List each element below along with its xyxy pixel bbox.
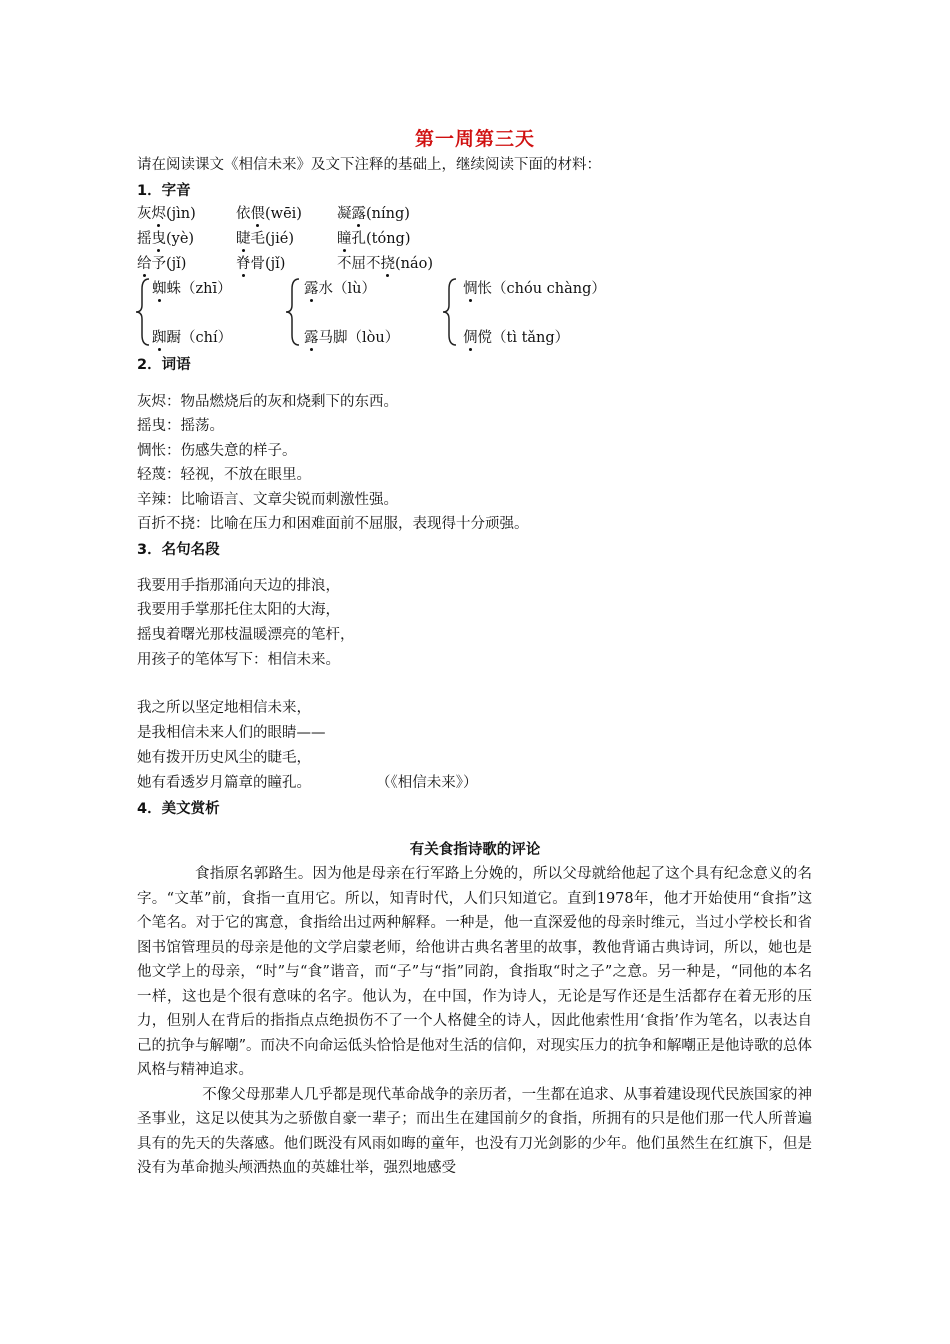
page-title: 第一周第三天: [414, 128, 535, 150]
article-title: 有关食指诗歌的评论: [409, 842, 541, 858]
pron-item: 依偎(wēi): [236, 206, 302, 222]
vocab-item: 惆怅：伤感失意的样子。: [137, 443, 297, 459]
pron-item: 摇曳(yè): [137, 231, 195, 247]
poem-line: 她有拨开历史风尘的睫毛，: [137, 750, 311, 766]
section-heading-quotes: 3．名句名段: [137, 542, 220, 558]
article-paragraph: 不像父母那辈人几乎都是现代革命战争的亲历者，一生都在追求、从事着建设现代民族国家的神圣事业，这足以使其为之骄傲自豪一辈子；而出生在建国前夕的食指，所拥有的只是他们那一代人所普遍具有的先天的失落感。他们既没有风雨如晦的童年，也没有刀光剑影的少年。他们虽然生在红旗下，但是没有为革命抛头颅洒热血的英雄壮举，强烈地感受: [137, 1086, 812, 1176]
pron-item: 给予(jǐ): [137, 256, 187, 272]
intro-text: 请在阅读课文《相信未来》及文下注释的基础上，继续阅读下面的材料：: [137, 157, 601, 173]
poem-line: 我要用手指那涌向天边的排浪，: [137, 578, 340, 594]
pron-item: 脊骨(jǐ): [236, 256, 286, 272]
polyphone-bottom: 倜傥（tì tǎng）: [463, 330, 570, 346]
poem-line: 我要用手掌那托住太阳的大海，: [137, 602, 340, 618]
brace-icon: [284, 277, 302, 347]
poem-line: 摇曳着曙光那枝温暖漂亮的笔杆，: [137, 627, 355, 643]
poem-line: 用孩子的笔体写下：相信未来。: [137, 652, 340, 668]
article-paragraph: 食指原名郭路生。因为他是母亲在行军路上分娩的，所以父母就给他起了这个具有纪念意义的名字。“文革”前，食指一直用它。所以，知青时代，人们只知道它。直到1978年，他才开始使用“食指”这个笔名。对于它的寓意，食指给出过两种解释。一种是，他一直深爱他的母亲时维元，当过小学校长和省图书馆管理员的母亲是他的文学启蒙老师，给他讲古典名著里的故事，教他背诵古典诗词，所以，她也是他文学上的母亲，“时”与“食”谐音，而“子”与“指”同韵，食指取“时之子”之意。另一种是，“同他的本名一样，这也是个很有意味的名字。他认为，在中国，作为诗人，无论是写作还是生活都存在着无形的压力，但别人在背后的指指点点绝损伤不了一个人格健全的诗人，因此他索性用‘食指’作为笔名，以表达自己的抗争与解嘲”。而决不向命运低头恰恰是他对生活的信仰，对现实压力的抗争和解嘲正是他诗歌的总体风格与精神追求。: [137, 866, 812, 1078]
vocab-item: 轻蔑：轻视，不放在眼里。: [137, 467, 311, 483]
polyphone-top: 蜘蛛（zhī）: [152, 281, 232, 297]
polyphone-bottom: 露马脚（lòu）: [304, 330, 400, 346]
pron-item: 灰烬(jìn): [137, 206, 196, 222]
section-heading-vocabulary: 2．词语: [137, 357, 191, 373]
section-heading-appreciation: 4．美文赏析: [137, 801, 220, 817]
poem-line: 她有看透岁月篇章的瞳孔。: [137, 775, 311, 791]
article-body: [137, 862, 812, 1181]
pron-item: 睫毛(jié): [236, 231, 295, 247]
poem-source: （《相信未来》）: [376, 775, 478, 791]
vocab-item: 摇曳：摇荡。: [137, 418, 224, 434]
pron-item: 瞳孔(tóng): [337, 231, 411, 247]
pron-item: 凝露(níng): [337, 206, 410, 222]
brace-icon: [441, 277, 459, 347]
polyphone-bottom: 踟蹰（chí）: [152, 330, 233, 346]
vocab-item: 灰烬：物品燃烧后的灰和烧剩下的东西。: [137, 394, 398, 410]
pron-item: 不屈不挠(náo): [337, 256, 434, 272]
poem-line: 我之所以坚定地相信未来，: [137, 700, 311, 716]
polyphone-top: 露水（lù）: [304, 281, 376, 297]
section-heading-pronunciation: 1．字音: [137, 183, 191, 199]
brace-icon: [134, 277, 152, 347]
vocab-item: 百折不挠：比喻在压力和困难面前不屈服，表现得十分顽强。: [137, 516, 529, 532]
polyphone-top: 惆怅（chóu chàng）: [463, 281, 606, 297]
vocab-item: 辛辣：比喻语言、文章尖锐而刺激性强。: [137, 492, 398, 508]
poem-line: 是我相信未来人们的眼睛——: [137, 725, 326, 741]
